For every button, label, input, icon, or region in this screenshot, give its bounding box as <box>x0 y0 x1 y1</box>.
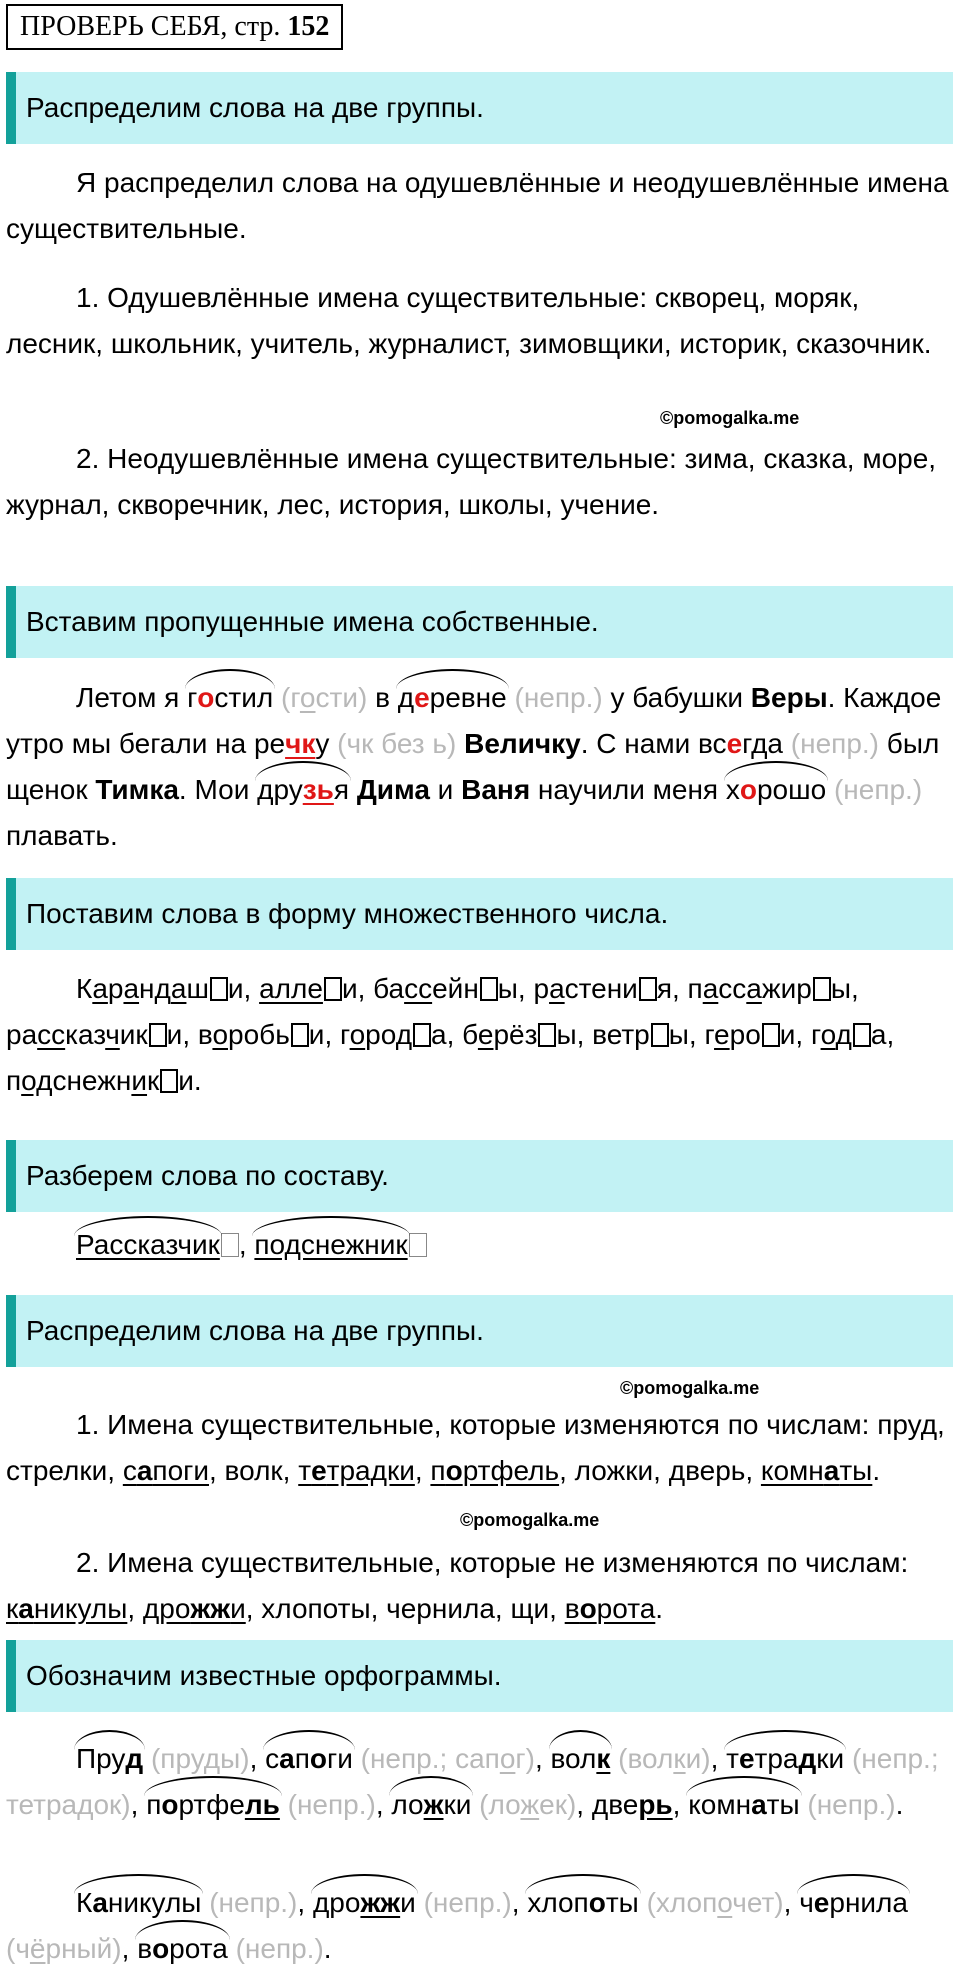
section-title: Разберем слова по составу. <box>26 1160 389 1191</box>
changing-text: 1. Имена существительные, которые изменяются по числам: пруд, стрелки, <box>6 1409 945 1486</box>
section-header-4 <box>6 1140 953 1212</box>
section-title: Вставим пропущенные имена собственные. <box>26 606 599 637</box>
badge-page-number: 152 <box>287 11 330 42</box>
paragraph-inanimate <box>6 436 951 528</box>
paragraph-plurals: Карандаш и, алле и, бассейн ы, растени я, пассажир ы, рассказчик и, воробь и, город а, берёз ы, ветр ы, геро и, год а, подснежник и. <box>6 973 895 1096</box>
section-header-3 <box>6 878 953 950</box>
animate-text: 1. Одушевлённые имена существительные: скворец, моряк, лесник, школьник, учитель, журналист, зимовщики, историк, сказочник. <box>6 282 932 359</box>
watermark: ©pomogalka.me <box>660 408 800 428</box>
not-changing-text: 2. Имена существительные, которые не изменяются по числам: <box>76 1547 909 1578</box>
paragraph-composition <box>6 1222 951 1268</box>
inanimate-text: 2. Неодушевлённые имена существительные: зима, сказка, море, журнал, скворечник, лес, история, школы, учение. <box>6 443 937 520</box>
section-header-6 <box>6 1640 953 1712</box>
word-rasskazchik: Рассказчик <box>76 1222 220 1268</box>
watermark: ©pomogalka.me <box>620 1378 760 1398</box>
intro-text: Я распределил слова на одушевлённые и неодушевлённые имена существительные. <box>6 167 949 244</box>
watermark: ©pomogalka.me <box>460 1510 600 1530</box>
section-title: Обозначим известные орфограммы. <box>26 1660 502 1691</box>
section-title: Распределим слова на две группы. <box>26 92 484 123</box>
separator: , <box>238 1229 247 1260</box>
section-title: Поставим слова в форму множественного числа. <box>26 898 669 929</box>
word-podsnezhnik: подснежник <box>254 1222 407 1268</box>
section-title: Распределим слова на две группы. <box>26 1315 484 1346</box>
paragraph-spelling-2: Каникулы (непр.), дрожжи (непр.), хлопоты (хлопочет), чернила (чёрный), ворота (непр.). <box>6 1880 951 1972</box>
paragraph-not-changing: 2. Имена существительные, которые не изменяются по числам: каникулы, дрожжи, хлопоты, чернила, щи, ворота. <box>6 1547 909 1624</box>
paragraph-changing: 1. Имена существительные, которые изменяются по числам: пруд, стрелки, сапоги, волк, тетрадки, портфель, ложки, дверь, комнаты. <box>6 1409 945 1486</box>
paragraph-spelling-1: Пруд (пруды), сапоги (непр.; сапог), волк (волки), тетрадки (непр.; тетрадок), портфель (непр.), ложки (ложек), дверь, комнаты (непр.). <box>6 1736 951 1828</box>
paragraph-animate <box>6 275 951 367</box>
paragraph-proper-names: Летом я гостил (гости) в деревне (непр.) у бабушки Веры. Каждое утро мы бегали на речку (чк без ь) Величку. С нами всегда (непр.) был щенок Тимка. Мои друзья Дима и Ваня научили меня хорошо (непр.) плавать. <box>6 675 951 859</box>
paragraph-intro <box>6 160 951 252</box>
section-header-1 <box>6 72 953 144</box>
section-header-5 <box>6 1295 953 1367</box>
page-badge <box>6 4 343 50</box>
badge-title: ПРОВЕРЬ СЕБЯ, стр. <box>20 11 281 42</box>
section-header-2 <box>6 586 953 658</box>
